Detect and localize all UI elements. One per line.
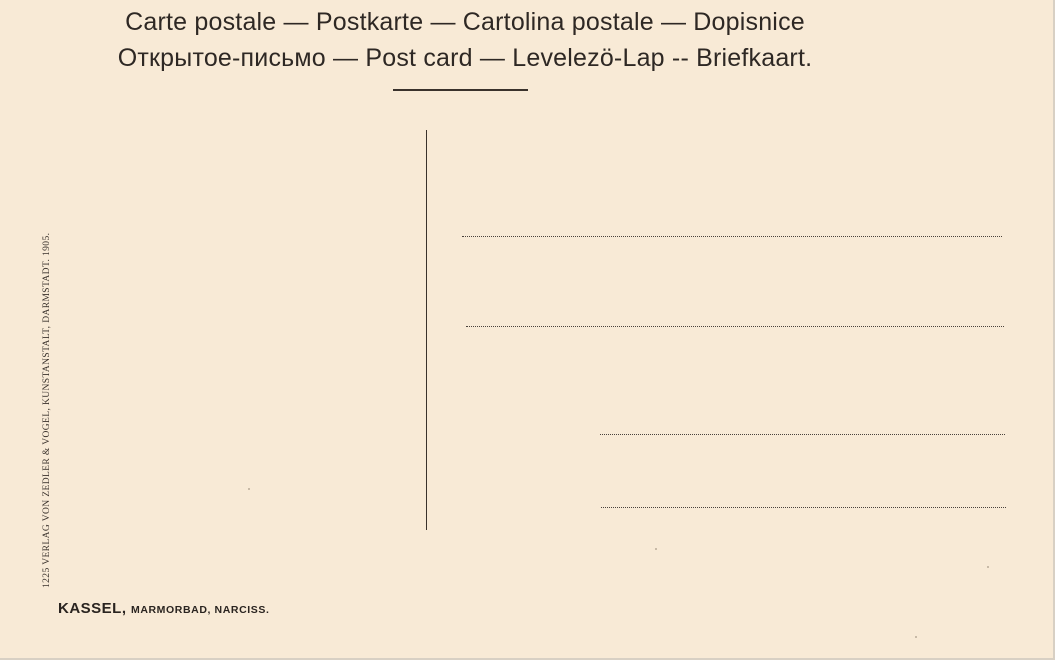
message-address-divider [426,130,427,530]
paper-speck [248,488,250,490]
publisher-imprint: 1225 VERLAG VON ZEDLER & VOGEL, KUNSTANSTALT, DARMSTADT. 1905. [42,232,52,588]
address-line-2 [466,326,1004,327]
paper-speck [915,636,917,638]
paper-speck [987,566,989,568]
postcard-heading-line-1: Carte postale — Postkarte — Cartolina postale — Dopisnice [125,8,805,36]
address-line-4 [601,507,1006,508]
postcard-heading-line-2: Открытое-письмо — Post card — Levelezö-Lap -- Briefkaart. [117,44,813,72]
address-line-1 [462,236,1002,237]
address-line-3 [600,434,1005,435]
picture-caption [58,600,270,618]
caption-subject: MARMORBAD, NARCISS. [130,604,270,616]
paper-speck [655,548,657,550]
heading-underline [393,89,528,91]
caption-place: KASSEL, [58,600,127,617]
